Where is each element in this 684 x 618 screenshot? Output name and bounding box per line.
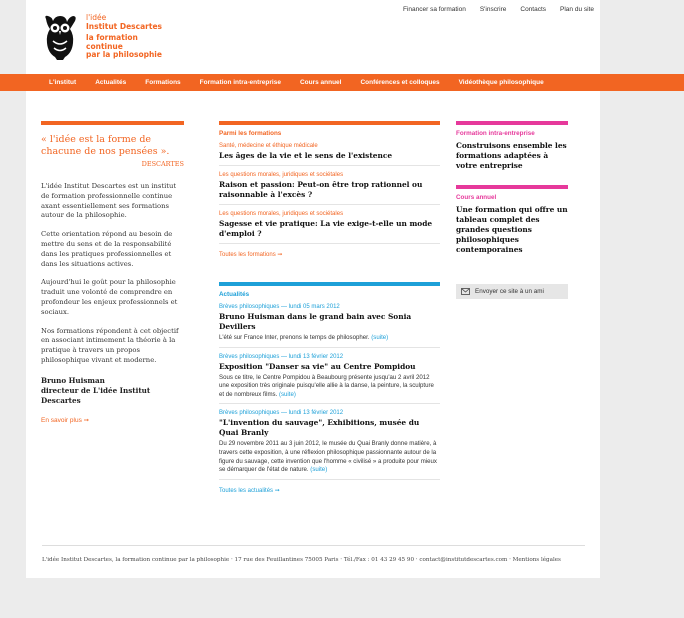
news-more-link[interactable]: (suite) [278,390,296,398]
news-more-link[interactable]: (suite) [371,334,389,341]
formation-item[interactable] [219,143,440,166]
formation-item[interactable] [219,172,440,205]
news-meta: Brèves philosophiques — lundi 13 février 2012 [219,353,344,360]
brand-line1: l'idée [86,13,107,22]
nav-item-formations[interactable]: Formations [145,79,181,86]
signature-name: Bruno Huisman [41,375,105,385]
util-link-financer[interactable]: Financer sa formation [402,6,466,13]
formation-title[interactable]: Raison et passion: Peut-on être trop rationnel ou raisonnable à l'excès ? [219,180,423,199]
main-nav [0,74,684,91]
intra-bar [456,121,568,125]
formation-category[interactable]: Les questions morales, juridiques et sociétales [219,211,344,217]
intro-paragraph-4: Nos formations répondent à cet objectif en associant intimement la théorie à la pratique à travers un propos philosophique vivant et moderne. [41,326,179,364]
side-column [456,121,568,299]
cours-text[interactable]: Une formation qui offre un tableau complet des grandes questions philosophiques contemporaines [456,204,568,255]
intro-paragraph-2: Cette orientation répond au besoin de mettre du sens et de la responsabilité dans les pratiques professionnelles et dans les situations actives. [41,230,173,268]
nav-item-videotheque[interactable]: Vidéothèque philosophique [458,79,544,86]
formation-item[interactable] [219,211,440,244]
news-item[interactable] [219,410,440,479]
formation-title[interactable]: Sagesse et vie pratique: La vie exige-t-elle un mode d'emploi ? [219,219,433,238]
cours-bar [456,185,568,189]
intra-title[interactable]: Formation intra-entreprise [456,130,535,137]
news-title: Actualités [219,291,250,298]
signature-role: directeur de L'idée Institut Descartes [41,385,151,405]
intro-bar [41,121,184,125]
brand-line2: Institut Descartes [86,21,162,31]
news-desc-text: Du 29 novembre 2011 au 3 juin 2012, le musée du Quai Branly donne matière, à travers cette exposition, à une réflexion philosophique passionnante autour de la figure du sauvage, cette invention que l'homme « civilisé » a produite pour mieux se démarquer de l'état de nature. [219,440,437,474]
intro-quote: « l'idée est la forme de chacune de nos pensées ». [41,134,170,157]
news-meta: Brèves philosophiques — lundi 13 février 2012 [219,410,344,417]
brand-tag1: la formation [86,33,138,42]
envelope-icon [461,288,470,295]
center-column [219,121,440,494]
formation-category[interactable]: Santé, médecine et éthique médicale [219,143,318,149]
news-title-link[interactable]: Bruno Huisman dans le grand bain avec Sonia Devillers [219,312,412,331]
utility-nav [403,6,594,13]
news-desc [219,334,440,343]
send-to-friend-button[interactable] [456,284,568,299]
quote-source: DESCARTES [141,160,184,168]
brand-tag2: continue [86,41,123,51]
brand-text [86,14,162,60]
nav-item-cours[interactable]: Cours annuel [299,79,342,86]
news-bar [219,282,440,286]
util-link-inscrire[interactable]: S'inscrire [479,6,507,13]
brand-tag3: par la philosophie [86,50,162,59]
nav-item-actualites[interactable]: Actualités [95,79,127,86]
more-link[interactable]: En savoir plus ➞ [41,416,90,424]
intro-paragraph-3: Aujourd'hui le goût pour la philosophie traduit une volonté de comprendre en profondeur les enjeux professionnels et sociaux. [41,278,178,316]
formation-category[interactable]: Les questions morales, juridiques et sociétales [219,172,344,178]
news-title-link[interactable]: Exposition "Danser sa vie" au Centre Pompidou [219,361,416,371]
nav-item-intra[interactable]: Formation intra-entreprise [199,79,281,86]
intro-column [41,121,184,424]
owl-logo-icon[interactable] [39,13,81,61]
nav-item-conferences[interactable]: Conférences et colloques [360,79,440,86]
news-meta: Brèves philosophiques — lundi 05 mars 2012 [219,304,340,310]
formations-bar [219,121,440,125]
footer-divider [42,545,585,546]
news-desc [219,374,440,400]
news-title-link[interactable]: "L'invention du sauvage", Exhibitions, musée du Quai Branly [219,418,420,438]
news-desc [219,440,440,474]
news-desc-text: Sous ce titre, le Centre Pompidou à Beaubourg présente jusqu'au 2 avril 2012 une exposition très originale puisqu'elle allie à la danse, la peinture, la sculpture et de nombreux films. [219,373,434,398]
signature [41,376,184,406]
intra-text[interactable]: Construisons ensemble les formations adaptées à votre entreprise [456,141,567,171]
all-news-link[interactable]: Toutes les actualités ➞ [219,487,280,494]
util-link-contacts[interactable]: Contacts [520,6,547,13]
send-label: Envoyer ce site à un ami [475,287,544,295]
news-desc-text: L'été sur France Inter, prenons le temps de philosopher. [219,334,370,341]
util-link-plan[interactable]: Plan du site [560,6,594,13]
all-formations-link[interactable]: Toutes les formations ➞ [219,252,283,258]
formation-title[interactable]: Les âges de la vie et le sens de l'existence [219,151,393,160]
news-item[interactable] [219,354,440,405]
cours-title[interactable]: Cours annuel [456,193,497,201]
news-more-link[interactable]: (suite) [310,466,328,474]
nav-item-institut[interactable]: L'institut [49,79,77,86]
news-item[interactable] [219,304,440,348]
footer-text: L'idée Institut Descartes, la formation continue par la philosophie · 17 rue des Feuillantines 75005 Paris · Tél./Fax : 01 43 29 45 90 · contact@institutdescartes.com · Mentions légales [42,557,561,563]
intro-paragraph-1: L'idée Institut Descartes est un institut de formation professionnelle continue axant essentiellement ses formations autour de la philosophie. [41,182,177,220]
formations-title: Parmi les formations [219,130,282,137]
